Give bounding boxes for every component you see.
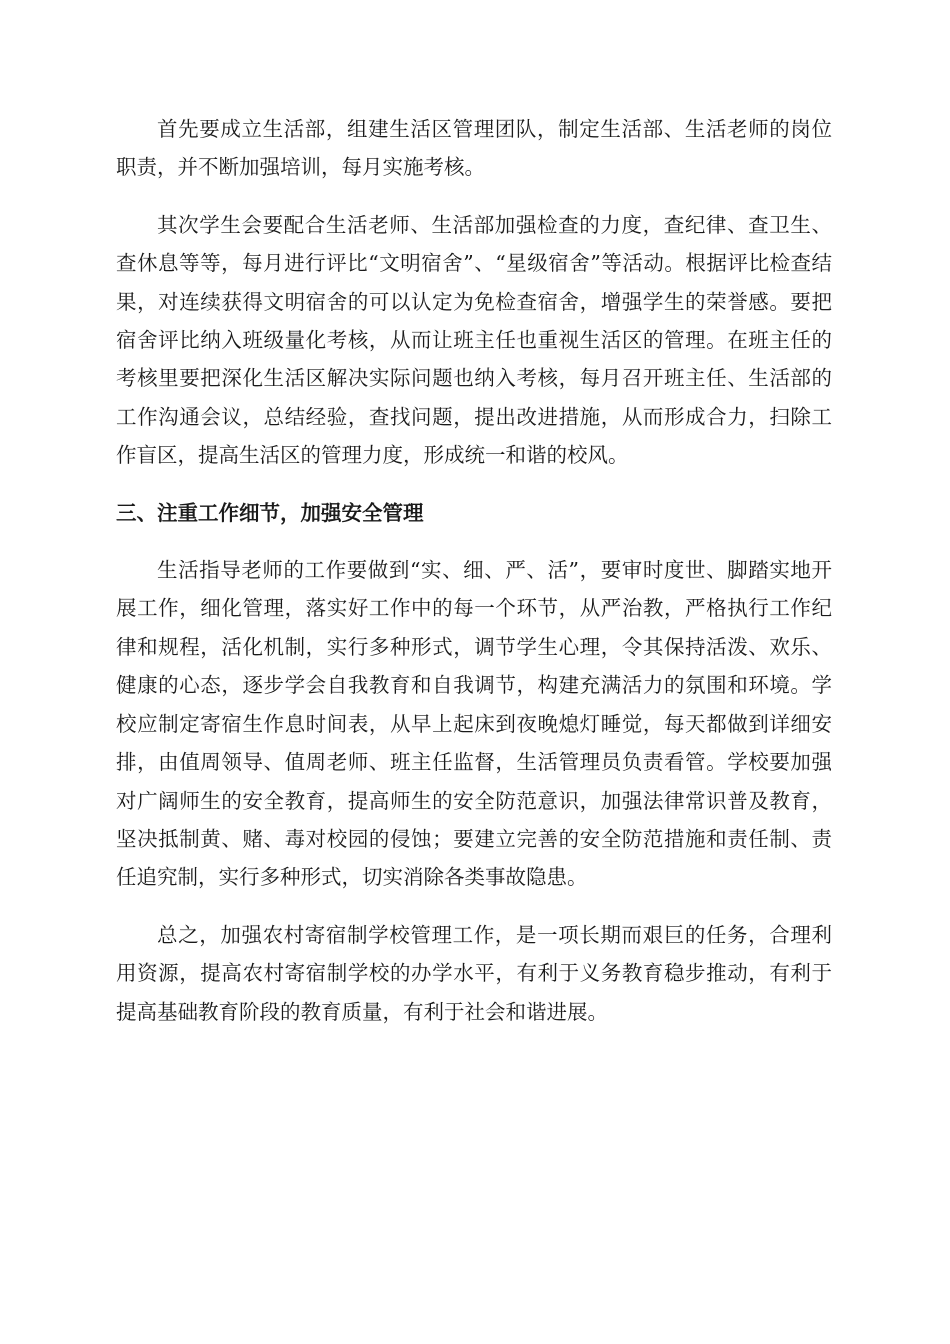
document-body	[116, 110, 832, 1050]
paragraph-safety-management: 生活指导老师的工作要做到“实、细、严、活”，要审时度世、脚踏实地开展工作，细化管理，落实好工作中的每一个环节，从严治教，严格执行工作纪律和规程，活化机制，实行多种形式，调节学生心理，令其保持活泼、欢乐、健康的心态，逐步学会自我教育和自我调节，构建充满活力的氛围和环境。学校应制定寄宿生作息时间表，从早上起床到夜晚熄灯睡觉，每天都做到详细安排，由值周领导、值周老师、班主任监督，生活管理员负责看管。学校要加强对广阔师生的安全教育，提高师生的安全防范意识，加强法律常识普及教育，坚决抵制黄、赌、毒对校园的侵蚀；要建立完善的安全防范措施和责任制、责任追究制，实行多种形式，切实消除各类事故隐患。	[116, 558, 832, 890]
paragraph-student-union-inspection: 其次学生会要配合生活老师、生活部加强检查的力度，查纪律、查卫生、查休息等等，每月进行评比“文明宿舍”、“星级宿舍”等活动。根据评比检查结果，对连续获得文明宿舍的可以认定为免检查宿舍，增强学生的荣誉感。要把宿舍评比纳入班级量化考核，从而让班主任也重视生活区的管理。在班主任的考核里要把深化生活区解决实际问题也纳入考核，每月召开班主任、生活部的工作沟通会议，总结经验，查找问题，提出改进措施，从而形成合力，扫除工作盲区，提高生活区的管理力度，形成统一和谐的校风。	[116, 212, 832, 468]
section-heading: 三、注重工作细节，加强安全管理	[116, 500, 424, 525]
paragraph-life-department: 首先要成立生活部，组建生活区管理团队，制定生活部、生活老师的岗位职责，并不断加强培训，每月实施考核。	[116, 117, 832, 180]
paragraph-conclusion: 总之，加强农村寄宿制学校管理工作，是一项长期而艰巨的任务，合理利用资源，提高农村寄宿制学校的办学水平，有利于义务教育稳步推动，有利于提高基础教育阶段的教育质量，有利于社会和谐进展。	[116, 922, 832, 1024]
